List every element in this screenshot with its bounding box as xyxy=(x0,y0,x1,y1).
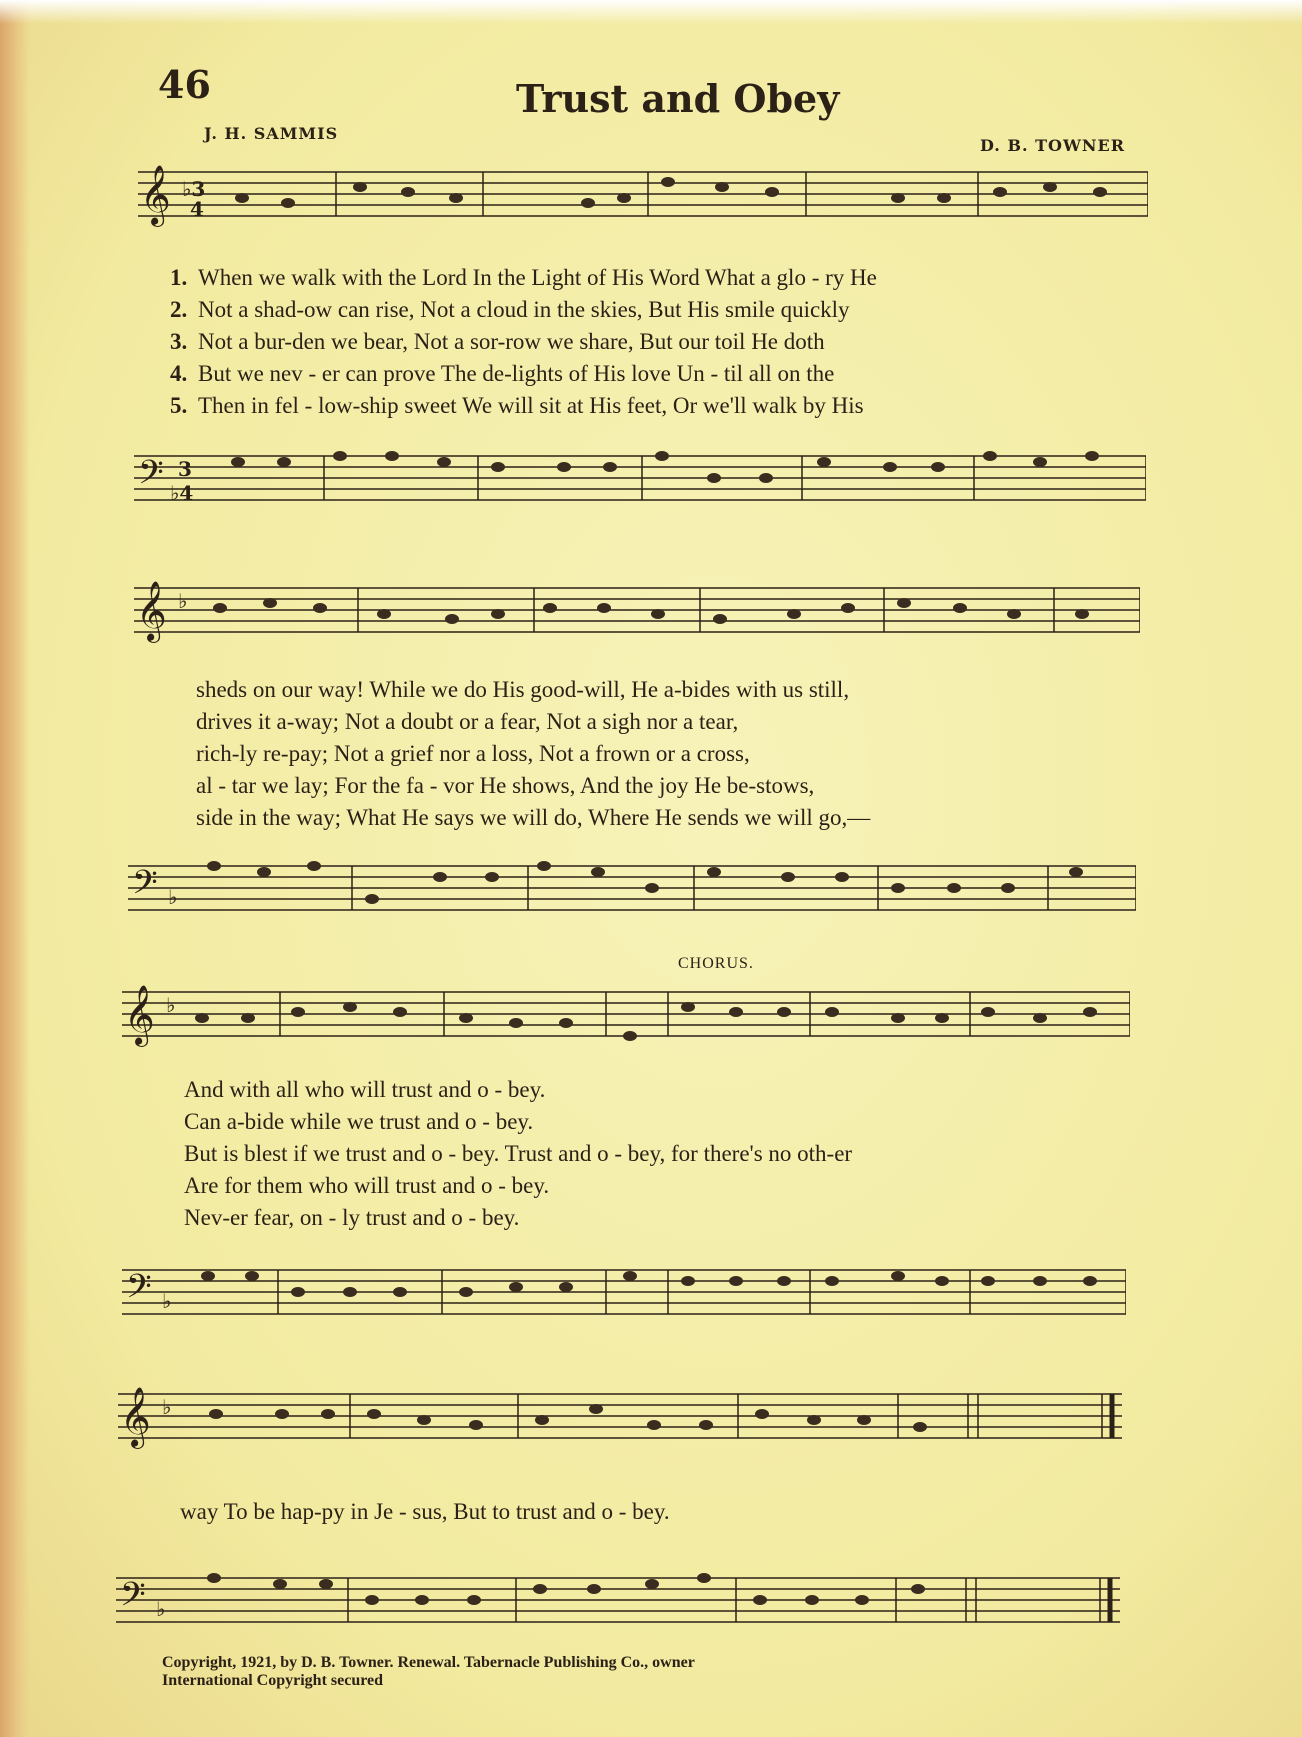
verse-block-1 xyxy=(170,262,877,422)
copyright-line-2: International Copyright secured xyxy=(162,1672,384,1689)
verse-line: rich-ly re-pay; Not a grief nor a loss, Not a frown or a cross, xyxy=(196,741,750,766)
treble-staff-2-lines xyxy=(134,578,1140,648)
treble-staff-1 xyxy=(138,162,1148,232)
treble-staff-4-lines xyxy=(118,1384,1122,1454)
hymn-number: 46 xyxy=(158,62,211,107)
copyright-line-1: Copyright, 1921, by D. B. Towner. Renewal. Tabernacle Publishing Co., owner xyxy=(162,1654,695,1671)
bass-staff-2-lines xyxy=(128,858,1136,938)
treble-staff-4 xyxy=(118,1384,1122,1454)
chorus-line: Can a-bide while we trust and o - bey. xyxy=(184,1109,534,1134)
page-top-edge xyxy=(0,0,1302,24)
svg-text:♭: ♭ xyxy=(156,1597,166,1621)
svg-text:4: 4 xyxy=(190,197,204,221)
bass-staff-1 xyxy=(134,448,1146,518)
bass-staff-4 xyxy=(116,1570,1120,1640)
svg-text:𝄢: 𝄢 xyxy=(138,454,164,500)
bass-staff-1-lines xyxy=(134,448,1146,518)
page-edge-shadow xyxy=(0,0,30,1737)
chorus-line: But is blest if we trust and o - bey. Trust and o - bey, for there's no oth-er xyxy=(184,1141,853,1166)
chorus-line: And with all who will trust and o - bey. xyxy=(184,1077,546,1102)
verse-line: sheds on our way! While we do His good-will, He a-bides with us still, xyxy=(196,677,850,702)
treble-staff-1-lines xyxy=(138,162,1148,232)
chorus-block xyxy=(184,1074,852,1234)
verse-line: 3. Not a bur-den we bear, Not a sor-row we share, But our toil He doth xyxy=(170,329,825,354)
final-lyric-line: way To be hap-py in Je - sus, But to trust and o - bey. xyxy=(180,1499,670,1524)
bass-staff-3 xyxy=(122,1262,1126,1342)
verse-block-2 xyxy=(196,674,870,834)
bass-staff-4-lines xyxy=(116,1570,1120,1640)
verse-line: drives it a-way; Not a doubt or a fear, Not a sigh nor a tear, xyxy=(196,709,739,734)
composer-credit: D. B. TOWNER xyxy=(980,136,1126,155)
svg-text:𝄞: 𝄞 xyxy=(136,581,167,641)
svg-text:𝄞: 𝄞 xyxy=(120,1387,151,1447)
chorus-label: CHORUS. xyxy=(678,955,754,972)
svg-text:3: 3 xyxy=(178,457,192,481)
bass-staff-2 xyxy=(128,858,1136,938)
bass-staff-3-lines xyxy=(122,1262,1126,1342)
verse-line: 4. But we nev - er can prove The de-lights of His love Un - til all on the xyxy=(170,361,835,386)
lyricist-credit: J. H. SAMMIS xyxy=(204,124,339,143)
svg-text:♭: ♭ xyxy=(162,1289,172,1313)
svg-text:♭: ♭ xyxy=(168,885,178,909)
svg-text:♭4: ♭4 xyxy=(170,481,194,505)
hymn-title: Trust and Obey xyxy=(516,76,840,121)
treble-staff-2 xyxy=(134,578,1140,648)
svg-text:♭: ♭ xyxy=(178,589,188,613)
treble-staff-3-lines xyxy=(122,982,1130,1052)
verse-line: 1. When we walk with the Lord In the Light of His Word What a glo - ry He xyxy=(170,265,877,290)
verse-line: al - tar we lay; For the fa - vor He shows, And the joy He be-stows, xyxy=(196,773,815,798)
verse-line: 5. Then in fel - low-ship sweet We will sit at His feet, Or we'll walk by His xyxy=(170,393,864,418)
verse-line: 2. Not a shad-ow can rise, Not a cloud in the skies, But His smile quickly xyxy=(170,297,850,322)
svg-text:𝄢: 𝄢 xyxy=(120,1576,146,1622)
treble-staff-3 xyxy=(122,982,1130,1052)
copyright-notice xyxy=(162,1654,695,1690)
chorus-line: Nev-er fear, on - ly trust and o - bey. xyxy=(184,1205,520,1230)
chorus-line: Are for them who will trust and o - bey. xyxy=(184,1173,550,1198)
svg-text:♭3: ♭3 xyxy=(182,177,206,201)
svg-text:♭: ♭ xyxy=(166,993,176,1017)
final-lyric xyxy=(180,1496,670,1528)
svg-text:𝄢: 𝄢 xyxy=(132,864,158,910)
svg-text:♭: ♭ xyxy=(162,1395,172,1419)
svg-text:𝄞: 𝄞 xyxy=(124,985,155,1045)
svg-text:𝄞: 𝄞 xyxy=(140,165,171,225)
verse-line: side in the way; What He says we will do, Where He sends we will go,— xyxy=(196,805,871,830)
svg-text:𝄢: 𝄢 xyxy=(126,1268,152,1314)
